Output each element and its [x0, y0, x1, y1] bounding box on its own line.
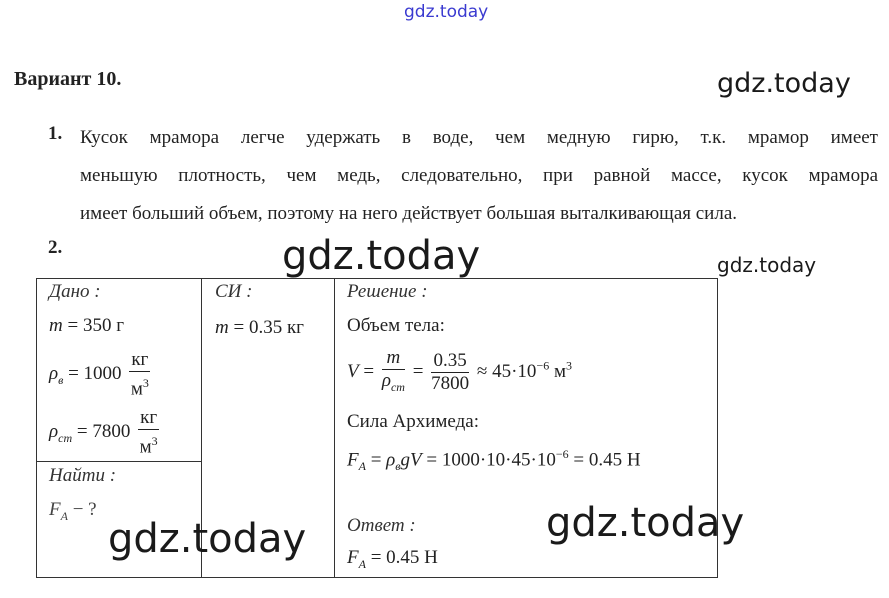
- task-1-line: меньшую плотность, чем медь, следовательно, при равной массе, кусок мрамора: [80, 165, 878, 186]
- unit-fraction: $\frac{кг}{м^3}$: [139, 407, 158, 458]
- watermark: gdz.today: [108, 516, 307, 562]
- table-divider: [334, 279, 335, 577]
- given-steel-density: $\rho_{ст} = 7800$ $\frac{кг}{м^3}$: [49, 407, 158, 458]
- find-header: Найти :: [49, 465, 117, 486]
- archimedes-label: Сила Архимеда:: [347, 411, 479, 432]
- unit-fraction: $\frac{кг}{м^3}$: [130, 349, 149, 400]
- archimedes-formula: $F_A = \rho_вgV = 1000\cdot 10\cdot 45\cdot 10^{-6} = 0.45$ Н: [347, 447, 641, 474]
- watermark-top: gdz.today: [404, 2, 489, 22]
- task-1-line: Кусок мрамора легче удержать в воде, чем медную гирю, т.к. мрамор имеет: [80, 127, 878, 148]
- si-mass: m = 0.35 кг: [215, 317, 304, 338]
- table-divider: [37, 461, 201, 462]
- given-mass: m = 350 г: [49, 315, 124, 336]
- watermark: gdz.today: [282, 233, 481, 279]
- si-header: СИ :: [215, 281, 253, 302]
- given-water-density: $\rho_в = 1000$ $\frac{кг}{м^3}$: [49, 349, 149, 400]
- given-header: Дано :: [49, 281, 101, 302]
- watermark: gdz.today: [717, 253, 817, 277]
- find-force: $F_A$ − ?: [49, 499, 97, 523]
- solution-header: Решение :: [347, 281, 428, 302]
- task-1-line: имеет больший объем, поэтому на него действует большая выталкивающая сила.: [80, 203, 738, 224]
- volume-formula: V = $\frac{m}{\rho_{ст}}$ = $\frac{0.35}{7800}$ ≈ $45\cdot 10^{-6}$ $м^3$: [347, 347, 572, 394]
- task-1-number: 1.: [48, 123, 63, 144]
- task-2-number: 2.: [48, 237, 63, 258]
- answer-header: Ответ :: [347, 515, 416, 536]
- watermark: gdz.today: [717, 68, 851, 99]
- task-1-text: [80, 119, 878, 233]
- variant-title: Вариант 10.: [14, 68, 122, 90]
- watermark: gdz.today: [546, 500, 745, 546]
- volume-label: Объем тела:: [347, 315, 445, 336]
- answer-value: $F_A = 0.45$ Н: [347, 547, 438, 571]
